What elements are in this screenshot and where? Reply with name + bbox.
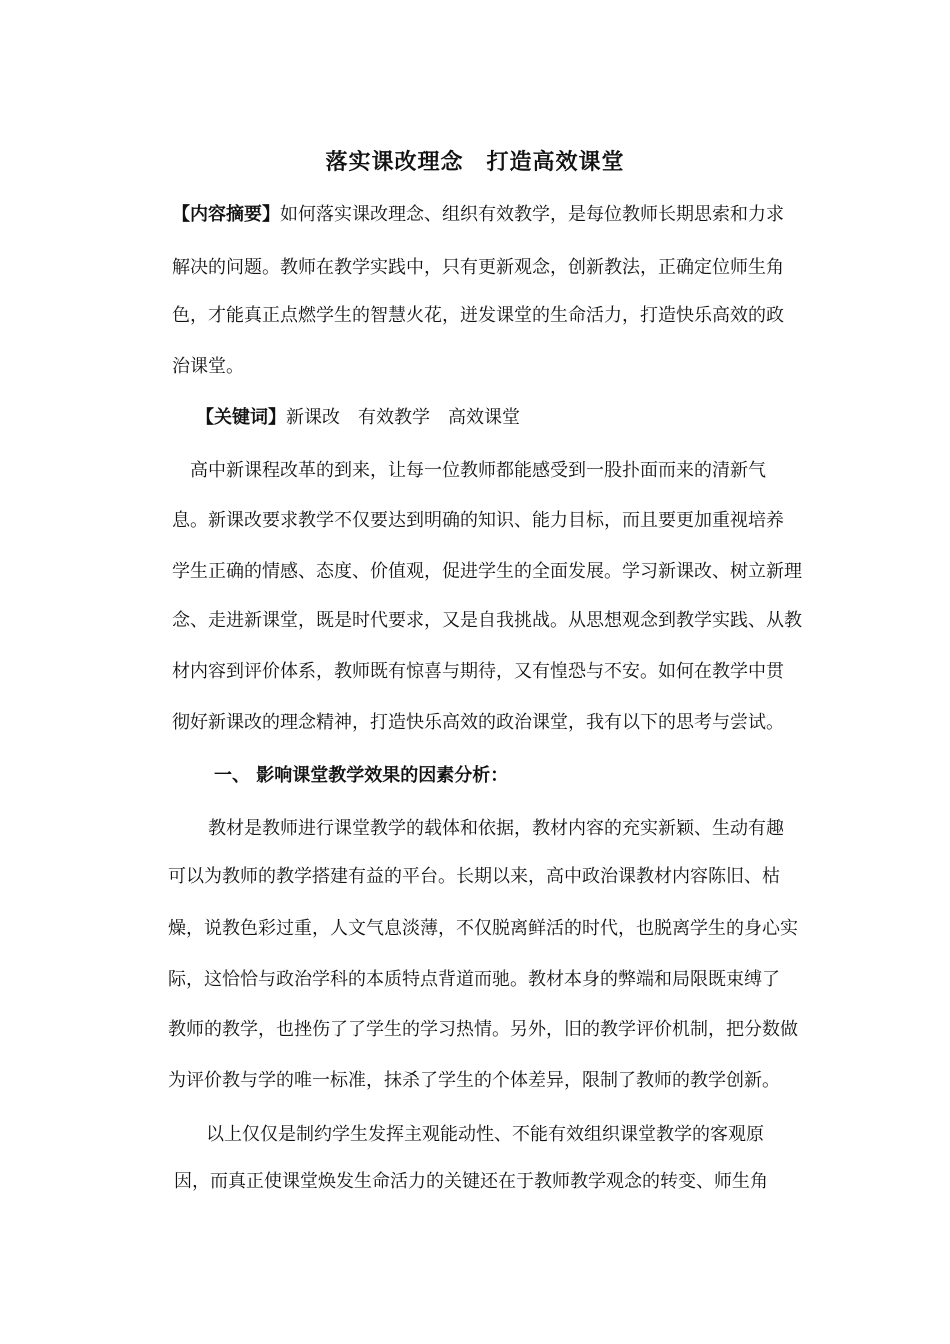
abstract-line: 解决的问题。教师在教学实践中，只有更新观念，创新教法，正确定位师生角 (172, 257, 784, 278)
paragraph-line: 为评价教与学的唯一标准，抹杀了学生的个体差异，限制了教师的教学创新。 (168, 1070, 780, 1091)
paragraph-line: 学生正确的情感、态度、价值观，促进学生的全面发展。学习新课改、树立新理 (172, 561, 802, 582)
abstract-line: 治课堂。 (172, 356, 244, 377)
abstract-label: 【内容摘要】 (172, 204, 280, 225)
abstract-line (172, 202, 812, 228)
paragraph-line: 燥，说教色彩过重，人文气息淡薄，不仅脱离鲜活的时代，也脱离学生的身心实 (168, 918, 798, 939)
paragraph-line: 彻好新课改的理念精神，打造快乐高效的政治课堂，我有以下的思考与尝试。 (172, 712, 784, 733)
paragraph-line: 以上仅仅是制约学生发挥主观能动性、不能有效组织课堂教学的客观原 (206, 1124, 764, 1145)
abstract-line: 色，才能真正点燃学生的智慧火花，迸发课堂的生命活力，打造快乐高效的政 (172, 305, 784, 326)
paragraph-line: 际，这恰恰与政治学科的本质特点背道而驰。教材本身的弊端和局限既束缚了 (168, 969, 780, 990)
paragraph-line: 念、走进新课堂，既是时代要求，又是自我挑战。从思想观念到教学实践、从教 (172, 610, 802, 631)
abstract-text: 如何落实课改理念、组织有效教学，是每位教师长期思索和力求 (280, 204, 784, 225)
keywords-line (196, 405, 836, 431)
paragraph-line: 高中新课程改革的到来，让每一位教师都能感受到一股扑面而来的清新气 (190, 460, 766, 481)
paragraph-line: 因，而真正使课堂焕发生命活力的关键还在于教师教学观念的转变、师生角 (174, 1171, 768, 1192)
paragraph-line: 教师的教学，也挫伤了了学生的学习热情。另外，旧的教学评价机制，把分数做 (168, 1019, 798, 1040)
paragraph-line: 教材是教师进行课堂教学的载体和依据，教材内容的充实新颖、生动有趣 (208, 818, 784, 839)
paragraph-line: 可以为教师的教学搭建有益的平台。长期以来，高中政治课教材内容陈旧、枯 (168, 866, 780, 887)
keywords-label: 【关键词】 (196, 407, 286, 428)
paragraph-line: 息。新课改要求教学不仅要达到明确的知识、能力目标，而且要更加重视培养 (172, 510, 784, 531)
section-heading: 一、 影响课堂教学效果的因素分析： (214, 765, 509, 786)
paragraph-line: 材内容到评价体系，教师既有惊喜与期待，又有惶恐与不安。如何在教学中贯 (172, 661, 784, 682)
page-title: 落实课改理念 打造高效课堂 (325, 149, 625, 175)
keywords-text: 新课改 有效教学 高效课堂 (286, 407, 520, 428)
